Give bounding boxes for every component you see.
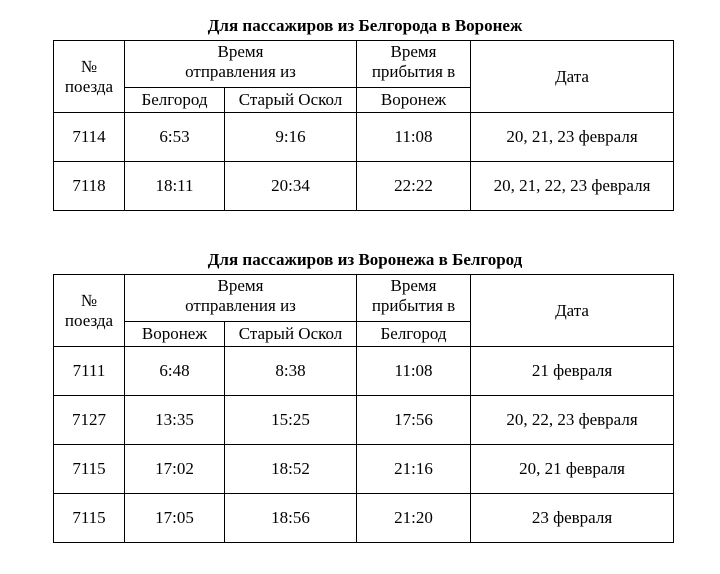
table-row bbox=[54, 445, 674, 494]
departure-time-cell: 15:25 bbox=[225, 396, 357, 445]
departure-time-cell: 17:05 bbox=[125, 494, 225, 543]
departure-time-cell: 6:48 bbox=[125, 347, 225, 396]
departure-time-cell: 18:11 bbox=[125, 162, 225, 211]
header-departure-station-2: Старый Оскол bbox=[225, 322, 357, 347]
train-number-cell: 7127 bbox=[54, 396, 125, 445]
table-title: Для пассажиров из Воронежа в Белгород bbox=[207, 250, 523, 269]
arrival-time-cell: 21:20 bbox=[357, 494, 471, 543]
train-number-cell: 7118 bbox=[54, 162, 125, 211]
train-number-cell: 7111 bbox=[54, 347, 125, 396]
train-number-cell: 7115 bbox=[54, 494, 125, 543]
train-number-cell: 7114 bbox=[54, 113, 125, 162]
header-arrival-station: Воронеж bbox=[357, 88, 471, 113]
departure-time-cell: 18:56 bbox=[225, 494, 357, 543]
table-row bbox=[54, 347, 674, 396]
header-date: Дата bbox=[471, 41, 674, 113]
departure-time-cell: 6:53 bbox=[125, 113, 225, 162]
dates-cell: 20, 21, 22, 23 февраля bbox=[471, 162, 674, 211]
dates-cell: 20, 21, 23 февраля bbox=[471, 113, 674, 162]
header-departure: Время отправления из bbox=[125, 275, 357, 322]
header-arrival: Время прибытия в bbox=[357, 275, 471, 322]
header-departure: Время отправления из bbox=[125, 41, 357, 88]
schedule-section-belgorod-voronezh bbox=[53, 14, 673, 211]
dates-cell: 20, 22, 23 февраля bbox=[471, 396, 674, 445]
header-arrival-station: Белгород bbox=[357, 322, 471, 347]
arrival-time-cell: 21:16 bbox=[357, 445, 471, 494]
table-row bbox=[54, 494, 674, 543]
table-title: Для пассажиров из Белгорода в Воронеж bbox=[207, 16, 523, 35]
schedule-section-voronezh-belgorod bbox=[53, 248, 673, 543]
header-arrival: Время прибытия в bbox=[357, 41, 471, 88]
header-train-number: № поезда bbox=[54, 275, 125, 347]
header-departure-station-1: Белгород bbox=[125, 88, 225, 113]
departure-time-cell: 18:52 bbox=[225, 445, 357, 494]
arrival-time-cell: 22:22 bbox=[357, 162, 471, 211]
arrival-time-cell: 17:56 bbox=[357, 396, 471, 445]
schedule-table bbox=[53, 274, 674, 543]
departure-time-cell: 13:35 bbox=[125, 396, 225, 445]
dates-cell: 23 февраля bbox=[471, 494, 674, 543]
train-number-cell: 7115 bbox=[54, 445, 125, 494]
table-row bbox=[54, 396, 674, 445]
departure-time-cell: 9:16 bbox=[225, 113, 357, 162]
table-row bbox=[54, 113, 674, 162]
header-date: Дата bbox=[471, 275, 674, 347]
header-departure-station-1: Воронеж bbox=[125, 322, 225, 347]
header-train-number: № поезда bbox=[54, 41, 125, 113]
header-departure-station-2: Старый Оскол bbox=[225, 88, 357, 113]
arrival-time-cell: 11:08 bbox=[357, 347, 471, 396]
departure-time-cell: 8:38 bbox=[225, 347, 357, 396]
dates-cell: 20, 21 февраля bbox=[471, 445, 674, 494]
arrival-time-cell: 11:08 bbox=[357, 113, 471, 162]
departure-time-cell: 20:34 bbox=[225, 162, 357, 211]
dates-cell: 21 февраля bbox=[471, 347, 674, 396]
schedule-table bbox=[53, 40, 674, 211]
departure-time-cell: 17:02 bbox=[125, 445, 225, 494]
table-row bbox=[54, 162, 674, 211]
